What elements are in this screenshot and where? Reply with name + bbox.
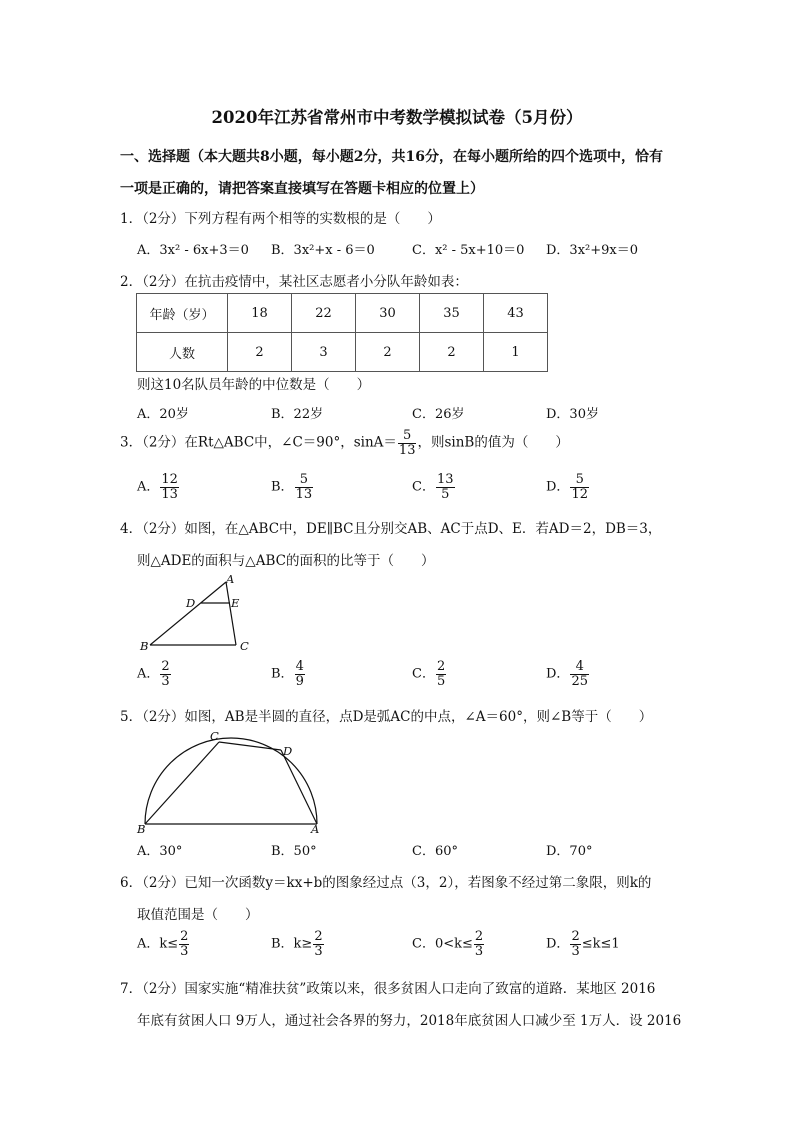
q3-given-fraction: $\frac{5}{13}$ bbox=[398, 428, 416, 458]
q2-option-a: A．20岁 bbox=[137, 407, 189, 422]
q3-option-d: D． $\frac{5}{12}$ bbox=[546, 472, 588, 502]
q1-option-d: D．3x²+9x＝0 bbox=[546, 243, 639, 258]
label-a: A bbox=[226, 572, 235, 586]
q2-option-c: C．26岁 bbox=[412, 407, 465, 422]
page-title: 2020年江苏省常州市中考数学模拟试卷（5月份） bbox=[211, 108, 583, 127]
label-c: C bbox=[240, 639, 249, 653]
chord-bc bbox=[145, 742, 219, 824]
q1-option-a: A．3x² - 6x+3＝0 bbox=[137, 243, 249, 258]
q6-option-a: A．k≤ $\frac{2}{3}$ bbox=[137, 929, 189, 959]
q2-option-b: B．22岁 bbox=[271, 407, 324, 422]
q2-stem: 2．（2分）在抗击疫情中，某社区志愿者小分队年龄如表： bbox=[120, 274, 468, 290]
q1-option-c: C．x² - 5x+10＝0 bbox=[412, 243, 525, 258]
q4-option-c: C． $\frac{2}{5}$ bbox=[412, 659, 446, 689]
table-cell: 18 bbox=[228, 294, 292, 333]
label-d: D bbox=[283, 744, 293, 758]
q5-stem: 5．（2分）如图，AB是半圆的直径，点D是弧AC的中点，∠A＝60°，则∠B等于（ ） bbox=[120, 709, 653, 725]
q5-option-a: A．30° bbox=[137, 844, 183, 859]
q7-line1: 7．（2分）国家实施“精准扶贫”政策以来，很多贫困人口走向了致富的道路．某地区 2016 bbox=[120, 981, 656, 997]
q3-stem-start: 3．（2分）在Rt△ABC中，∠C＝90°，sinA＝ bbox=[120, 434, 397, 451]
side-ac bbox=[226, 582, 236, 645]
q7-line2: 年底有贫困人口 9万人，通过社会各界的努力，2018年底贫困人口减少至 1万人．设 2016 bbox=[137, 1013, 682, 1029]
label-b: B bbox=[140, 639, 149, 653]
table-cell: 人数 bbox=[137, 333, 228, 372]
triangle-figure bbox=[138, 572, 258, 657]
q6-option-b: B．k≥ $\frac{2}{3}$ bbox=[271, 929, 323, 959]
q4-line1: 4．（2分）如图，在△ABC中，DE∥BC且分别交AB、AC于点D、E．若AD＝2，DB＝3， bbox=[120, 521, 662, 537]
section-heading-line1: 一、选择题（本大题共8小题，每小题2分，共16分，在每小题所给的四个选项中，恰有 bbox=[120, 149, 663, 165]
q3-stem-end: ，则sinB的值为（ ） bbox=[417, 434, 569, 451]
q5-option-d: D．70° bbox=[546, 844, 593, 859]
q1-option-b: B．3x²+x - 6＝0 bbox=[271, 243, 375, 258]
table-row bbox=[137, 333, 548, 372]
q4-option-b: B． $\frac{4}{9}$ bbox=[271, 659, 304, 689]
table-row bbox=[137, 294, 548, 333]
label-e: E bbox=[231, 596, 240, 610]
chord-da bbox=[281, 750, 317, 824]
q2-follow: 则这10名队员年龄的中位数是（ ） bbox=[137, 377, 371, 393]
section-heading-line2: 一项是正确的，请把答案直接填写在答题卡相应的位置上） bbox=[120, 181, 484, 197]
q3-option-c: C． $\frac{13}{5}$ bbox=[412, 472, 454, 502]
label-a: A bbox=[311, 822, 320, 836]
table-cell: 年龄（岁） bbox=[137, 294, 228, 333]
q6-line1: 6．（2分）已知一次函数y＝kx+b的图象经过点（3，2），若图象不经过第二象限，则k的 bbox=[120, 875, 652, 891]
age-table bbox=[136, 293, 548, 372]
table-cell: 2 bbox=[420, 333, 484, 372]
q4-option-a: A． $\frac{2}{3}$ bbox=[137, 659, 170, 689]
q5-option-c: C．60° bbox=[412, 844, 458, 859]
table-cell: 3 bbox=[292, 333, 356, 372]
q1-stem: 1．（2分）下列方程有两个相等的实数根的是（ ） bbox=[120, 211, 441, 227]
q4-line2: 则△ADE的面积与△ABC的面积的比等于（ ） bbox=[137, 553, 435, 569]
table-cell: 30 bbox=[356, 294, 420, 333]
q6-option-c: C．0<k≤ $\frac{2}{3}$ bbox=[412, 929, 484, 959]
q6-line2: 取值范围是（ ） bbox=[137, 907, 259, 923]
q3-option-b: B． $\frac{5}{13}$ bbox=[271, 472, 313, 502]
table-cell: 2 bbox=[228, 333, 292, 372]
q3-option-a: A． $\frac{12}{13}$ bbox=[137, 472, 178, 502]
table-cell: 35 bbox=[420, 294, 484, 333]
semicircle-figure bbox=[135, 726, 325, 836]
table-cell: 1 bbox=[484, 333, 548, 372]
table-cell: 43 bbox=[484, 294, 548, 333]
q5-option-b: B．50° bbox=[271, 844, 317, 859]
q2-option-d: D．30岁 bbox=[546, 407, 599, 422]
q6-option-d: D． $\frac{2}{3}$ ≤k≤1 bbox=[546, 929, 620, 959]
table-cell: 2 bbox=[356, 333, 420, 372]
label-d: D bbox=[186, 596, 196, 610]
label-b: B bbox=[137, 822, 146, 836]
q4-option-d: D． $\frac{4}{25}$ bbox=[546, 659, 588, 689]
chord-cd bbox=[219, 742, 281, 750]
label-c: C bbox=[210, 729, 219, 743]
q3-stem bbox=[120, 429, 569, 457]
table-cell: 22 bbox=[292, 294, 356, 333]
side-ab bbox=[150, 582, 226, 645]
